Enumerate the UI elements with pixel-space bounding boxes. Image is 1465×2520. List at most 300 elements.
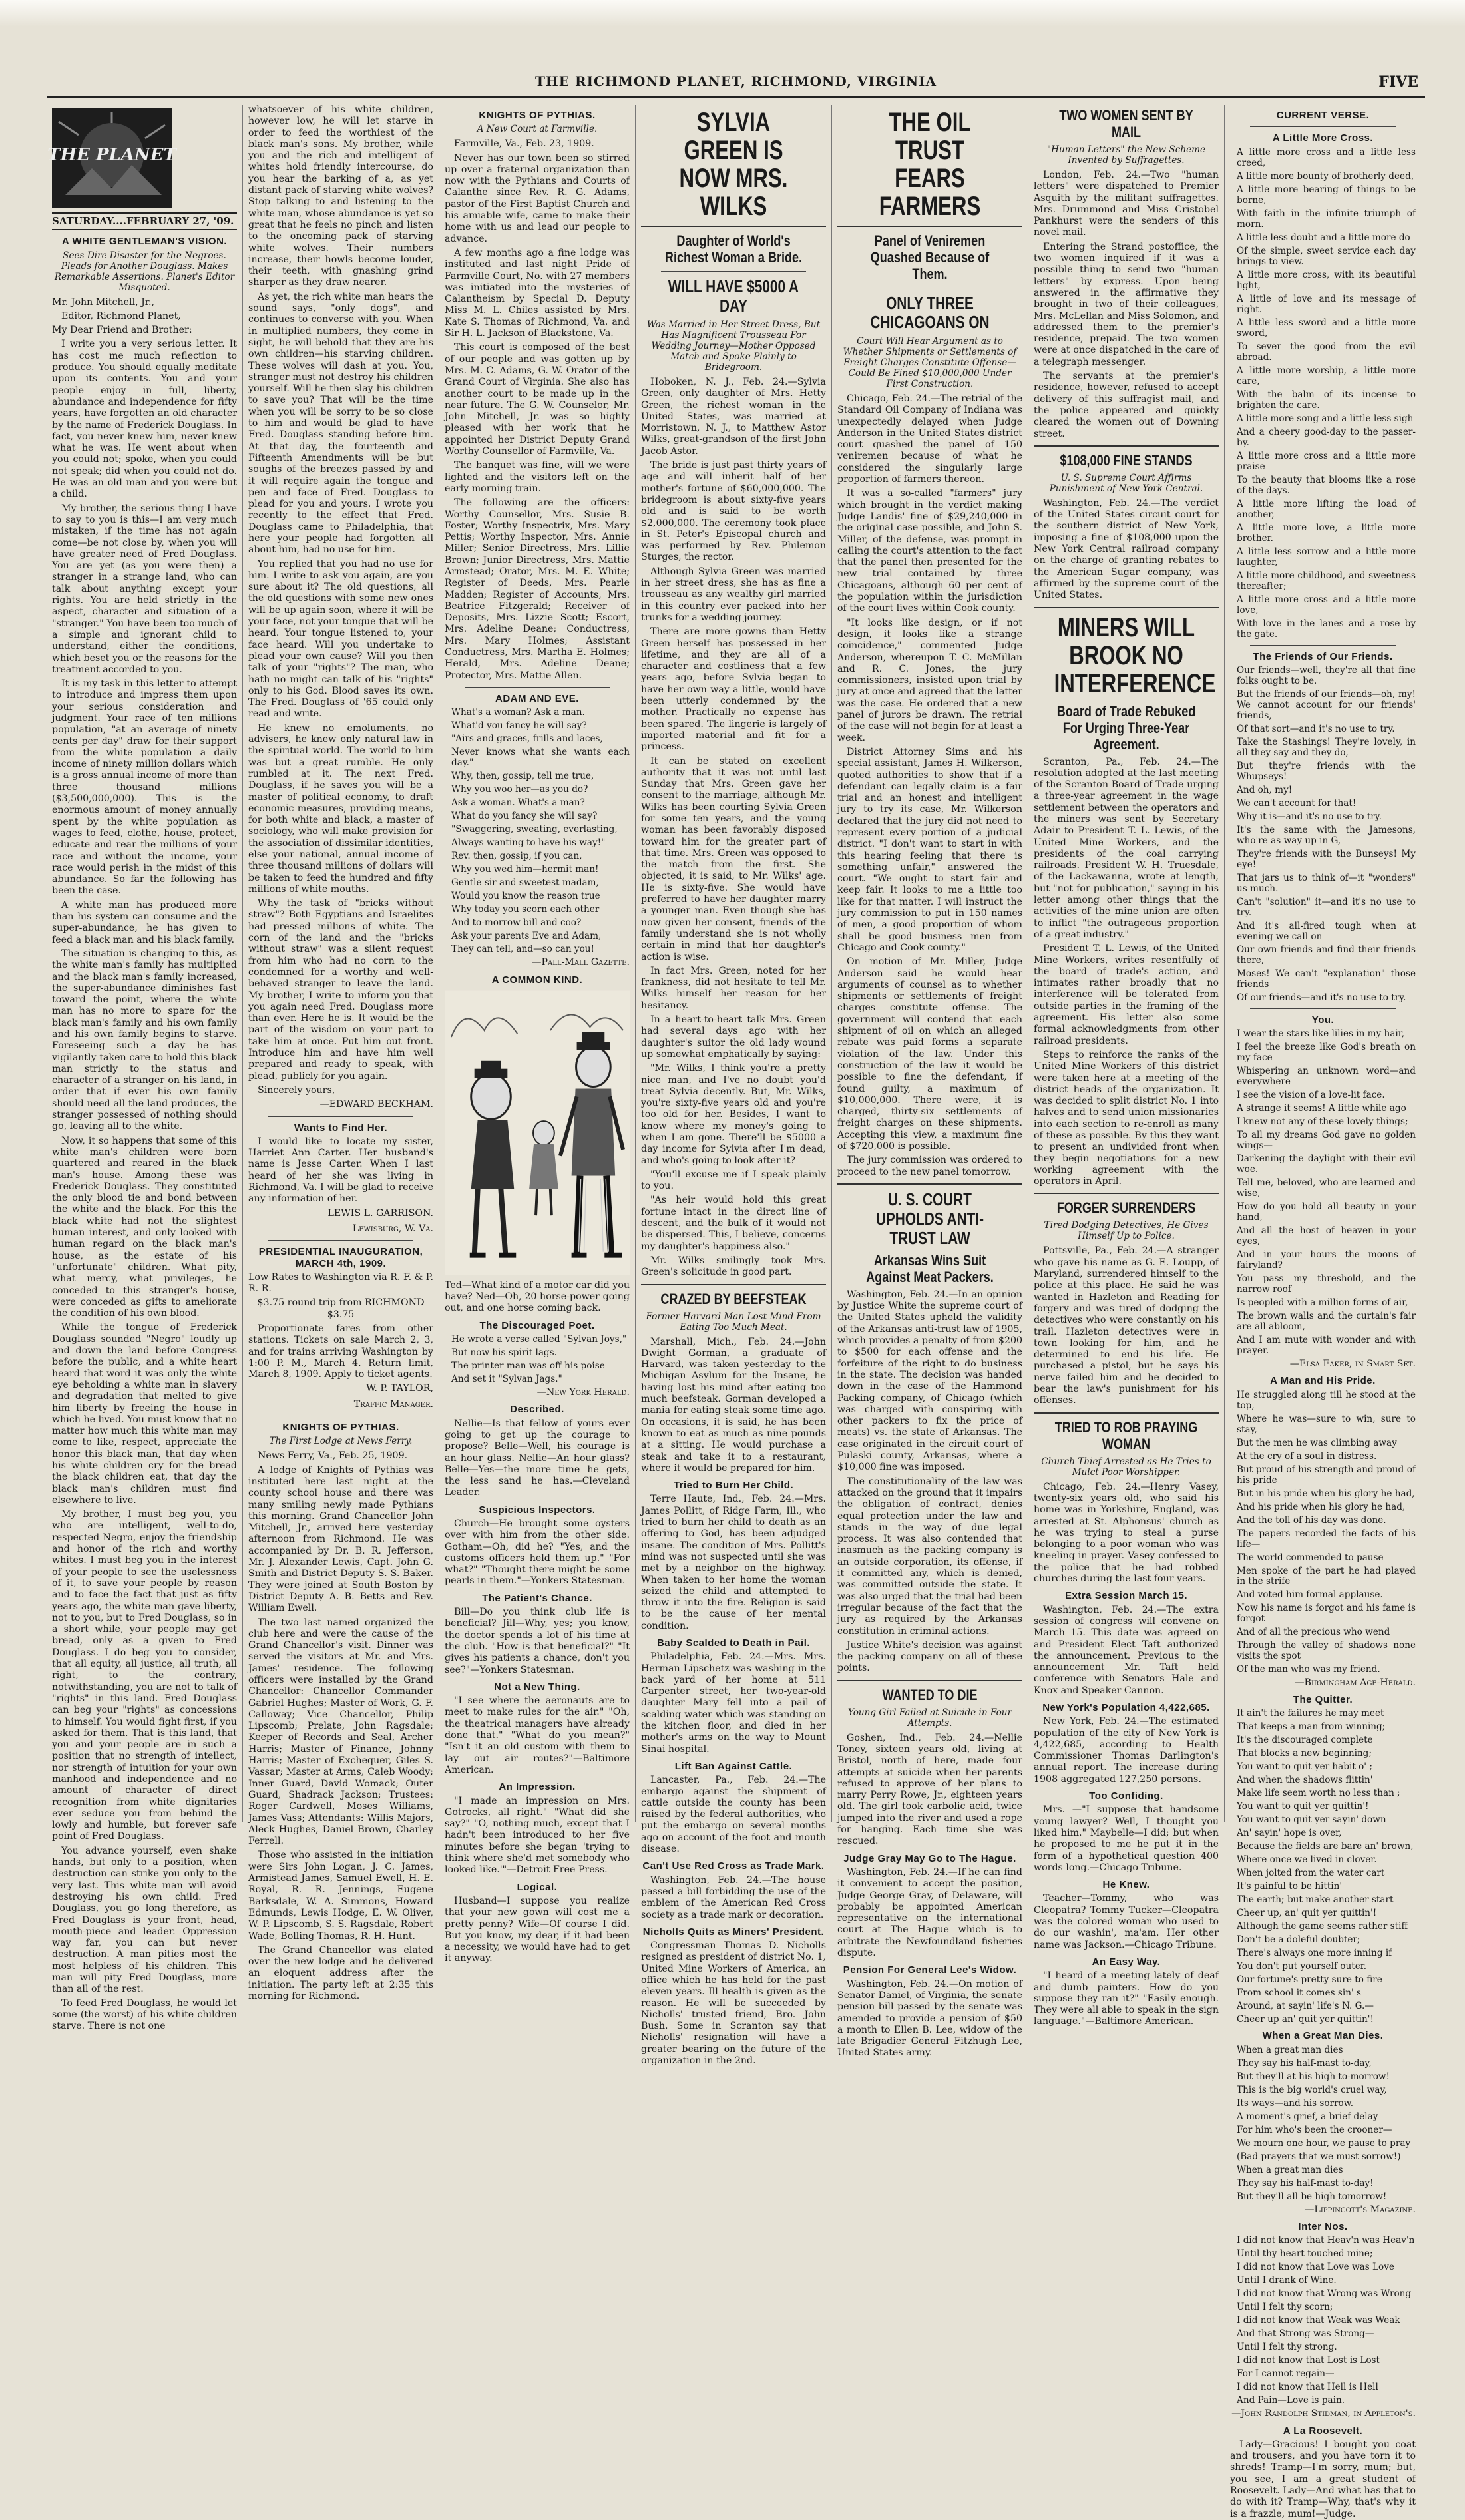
poem-line: Why it is—and it's no use to try.	[1237, 811, 1382, 822]
paragraph: While the tongue of Frederick Douglass sounded "Negro" loudly up and down the land before Congress before the public, and a white heart heard that word it was only the white eye beholding a white man in slavery and degradation that melted to give him liberty by freeing the house in which he lived. You must know that no matter how much this white man may come to like, respect, appreciate the honor this black man, that day when his white children cry for the bread the black children eat, that day the black man's children must find elsewhere to live.	[52, 1322, 237, 1506]
paragraph: The situation is changing to this, as the white man's family has multiplied and the black man's family increased, the super-abundance diminishes fast toward the point, where the white man has no more to spare for the black man's family and his own family and his own family begins to starve. Foreseeing such a day he has vigilantly taken care to hold this black man strictly to the status and character of a stranger on his land, in order that if ever his own family should need all the land produces, the stranger possessed of nothing should go, leaving all to the white.	[52, 948, 237, 1132]
poem-line: To sever the good from the evil abroad.	[1237, 341, 1416, 363]
article-deck: Former Harvard Man Lost Mind From Eating Too Much Meat.	[646, 1311, 821, 1333]
joke-title: The Discouraged Poet.	[479, 1319, 595, 1331]
poem-line: Where he was—sure to win, sure to stay,	[1237, 1413, 1416, 1435]
divider	[641, 226, 826, 227]
poem-line: And his pride when his glory he had,	[1237, 1501, 1406, 1512]
paragraph: whatsoever of his white children, however low, he will let starve in order to feed the worthiest of the black man's sons. My brother, while you and the rich and intelligent of whites hold friendly intercourse, do you hear the barking of a, as yet distant pack of starving white wolves? Stop talking to and listening to the white man, whose abundance is yet so great that he feels no pinch and listen to the oncoming pack of starving white wolves. Their numbers increase, their howls become louder, their teeth, with gnashing grind sharper as they draw nearer.	[248, 105, 433, 288]
poem-line: With love in the lanes and a rose by the gate.	[1237, 618, 1416, 640]
poem-line: I did not know that Wrong was Wrong	[1237, 2288, 1412, 2300]
poem-line: A little less doubt and a little more do	[1237, 232, 1410, 243]
poem-line: How do you hold all beauty in your hand,	[1237, 1201, 1416, 1223]
poem-you	[1230, 1028, 1416, 1356]
poem-friends-of-our-friends	[1230, 665, 1416, 1003]
paragraph: Washington, Feb. 24.—The house passed a bill forbidding the use of the emblem of the American Red Cross society as a trade mark or decoration.	[641, 1874, 826, 1920]
brief-headline: Nicholls Quits as Miners' President.	[642, 1926, 825, 1938]
joke-title: A La Roosevelt.	[1283, 2425, 1363, 2437]
paragraph: It can be stated on excellent authority that it was not until last Sunday that Mrs. Green gave her consent to the marriage, although Mr. Wilks has been courting Sylvia Green for some ten years, and the young woman has been favorably disposed toward him for the greater part of that time. Mrs. Green was opposed to the match from the first. She objected, it is said, to Mr. Wilks' age. He is sixty-five. She would have preferred to have her daughter marry a younger man. Even though she has now given her consent, friends of the family understand she is not wholly certain in mind that her daughter's action is wise.	[641, 755, 826, 962]
column-5	[832, 105, 1028, 2059]
torn-edge	[0, 0, 1465, 27]
poem-line: And Pain—Love is pain.	[1237, 2395, 1345, 2406]
poem-line: And the toll of his day was done.	[1237, 1514, 1386, 1526]
poem-line: Our friends—well, they're all that fine folks ought to be.	[1237, 664, 1416, 686]
joke-title: An Easy Way.	[1092, 1956, 1161, 1968]
section-title: CURRENT VERSE.	[1276, 110, 1370, 121]
joke-body: Teacher—Tommy, who was Cleopatra? Tommy Tucker—Cleopatra was the colored woman who used to do our washin', ma'am. Her other name was Jackson.—Chicago Tribune.	[1034, 1893, 1219, 1950]
poem-line: Although the game seems rather stiff	[1237, 1921, 1408, 1932]
beefsteak-headline: CRAZED BY BEEFSTEAK	[660, 1290, 807, 1307]
poem-line: A little more worship, a little more care,	[1237, 365, 1416, 387]
poem-line: Don't be a doleful doubter;	[1237, 1934, 1360, 1946]
column-7	[1225, 105, 1421, 2519]
poem-line: And when the shadows flittin'	[1237, 1775, 1373, 1786]
paragraph: New York, Feb. 24.—The estimated population of the city of New York is 4,422,685, according to Health Commissioner Thomas Darlington's annual report. The increase during 1908 aggregated 127,250 persons.	[1034, 1716, 1219, 1785]
poem-line: That blocks a new beginning;	[1237, 1748, 1372, 1759]
poem-line: And voted him formal applause.	[1237, 1589, 1383, 1600]
poem-line: What do you fancy she will say?	[451, 811, 598, 822]
poem-line: Take the Stashings! They're lovely, in all they say and they do,	[1237, 736, 1416, 758]
paragraph: I write you a very serious letter. It has cost me much reflection to produce. You should equally meditate upon its contents. You and your people enjoy in full, liberty, abundance and independence for fifty years, have forgotten an old character by the name of Frederick Douglass. In fact, you never knew him, never knew what he was. He went about when you could not; spoke, when you could not speak; did when you could not do. He was an old man and you were but a child.	[52, 339, 237, 500]
joke-title: The Patient's Chance.	[482, 1592, 592, 1604]
divider	[1034, 1412, 1219, 1414]
signature-title: Traffic Manager.	[353, 1398, 433, 1410]
poem-title: The Friends of Our Friends.	[1253, 650, 1393, 662]
poem-line: Cheer up an' quit yer quittin'!	[1237, 2014, 1374, 2025]
poem-line: A little more childhood, and sweetness thereafter;	[1237, 570, 1416, 592]
poem-line: Our own friends and find their friends there,	[1237, 944, 1416, 966]
poem-title: The Quitter.	[1293, 1694, 1353, 1706]
paragraph: Terre Haute, Ind., Feb. 24.—Mrs. James Pollitt, of Ridge Farm, Ill., who tried to burn her child to death as an offering to God, has been adjudged insane. The condition of Mrs. Pollitt's mind was not suspected until she was met by a neighbor on the highway. When taken to her home the woman seized the child and attempted to throw it into the fire. Religion is said to be the cause of her mental condition.	[641, 1494, 826, 1631]
paragraph: I would like to locate my sister, Harriet Ann Carter. Her husband's name is Jesse Carter. When I last heard of her she was living in Richmond, Va. I will be glad to receive any information of her.	[248, 1136, 433, 1205]
salutation: Mr. John Mitchell, Jr.,	[52, 296, 155, 308]
poem-line: You pass my threshold, and the narrow roof	[1237, 1273, 1416, 1295]
paragraph: Washington, Feb. 24.—On motion of Senator Daniel, of Virginia, the senate pension bill passed by the senate was amended to provide a pension of $50 a month to Ellen B. Lee, widow of the late Brigadier General Fitzhugh Lee, United States army.	[837, 1978, 1022, 2059]
poem-source: —John Randolph Stidman, in Appleton's.	[1231, 2408, 1416, 2419]
paragraph: Philadelphia, Feb. 24.—Mrs. Mrs. Herman Lipschetz was washing in the back yard of her home at 511 Carpenter street, her two-year-old daughter Mary fell into a pail of scalding water which was standing on the kitchen floor, and died in her mother's arms on the way to Mount Sinai hospital.	[641, 1651, 826, 1755]
poem-line: For him who's been the crooner—	[1237, 2124, 1392, 2135]
poem-line: A little more bearing of things to be borne,	[1237, 184, 1416, 206]
poem-line: There's always one more inning if	[1237, 1948, 1392, 1959]
poem-line: With the balm of its incense to brighten the care.	[1237, 389, 1416, 411]
poem-line: A little more song and a little less sigh	[1237, 413, 1414, 424]
joke-title: Logical.	[517, 1881, 558, 1893]
paragraph: Never has our town been so stirred up over a fraternal organization than now with the Pythians and Courts of Calanthe since Rev. R. G. Adams, pastor of the First Baptist Church and his amiable wife, came to make their home with us and lead our people to advance.	[445, 152, 630, 244]
brief-headline: Pension For General Lee's Widow.	[843, 1964, 1017, 1976]
paragraph: Washington, Feb. 24.—The verdict of the United States circuit court for the southern district of New York, imposing a fine of $108,000 upon the New York Central railroad company on the charge of granting rebates to the American Sugar company, was affirmed by the supreme court of the United States.	[1034, 497, 1219, 601]
poem-line: I knew not any of these lovely things;	[1237, 1116, 1408, 1128]
wanted-headline: Wants to Find Her.	[294, 1122, 388, 1134]
divider	[1250, 1008, 1396, 1009]
paragraph: Mr. Wilks smilingly took Mrs. Green's solicitude in good part.	[641, 1255, 826, 1278]
poem-source: —Lippincott's Magazine.	[1305, 2204, 1416, 2215]
poem-line: And all the host of heaven in your eyes,	[1237, 1225, 1416, 1247]
poem-line: A little more bounty of brotherly deed,	[1237, 170, 1414, 182]
lead-headline: SYLVIA GREEN IS NOW MRS. WILKS	[679, 108, 788, 221]
paragraph: The Grand Chancellor was elated over the new lodge and he delivered an eloquent address after the initiation. The party left at 2:35 this morning for Richmond.	[248, 1944, 433, 2002]
poem-line: Whispering an unknown word—and everywhere	[1237, 1066, 1416, 1088]
divider	[268, 1240, 413, 1241]
divider	[465, 687, 610, 688]
poem-line: You want to quit yer quittin'!	[1237, 1801, 1369, 1812]
poem-line: Until thy heart touched mine;	[1237, 2248, 1373, 2260]
joke-body: Husband—I suppose you realize that your new gown will cost me a pretty penny? Wife—Of course I did. But you know, my dear, if it had been a necessity, we would have had to get it anyway.	[445, 1895, 630, 1964]
paragraph: The following are the officers: Worthy Counsellor, Mrs. Susie B. Foster; Worthy Inspectrix, Mrs. Mary Pettis; Worthy Inspector, Mrs. Annie Miller; Senior Directress, Mrs. Lillie Brown; Junior Directress, Mrs. Mattie Armstead; Orator, Mrs. M. E. White; Register of Deeds, Mrs. Pearle Madden; Register of Accounts, Mrs. Beatrice Fitzgerald; Receiver of Deposits, Mrs. Lizzie Scott; Escort, Mrs. Adeline Deane; Conductress, Mrs. Mary Holmes; Assistant Conductress, Mrs. Martha E. Holmes; Herald, Mrs. Adeline Deane; Protector, Mrs. Mattie Allen.	[445, 497, 630, 681]
poem-line: He struggled along till he stood at the top,	[1237, 1389, 1416, 1411]
poem-line: And in your hours the moons of fairyland?	[1237, 1249, 1416, 1271]
poem-source: —Birmingham Age-Herald.	[1295, 1677, 1416, 1688]
poem-line: Around, at sayin' life's N. G.—	[1237, 2001, 1374, 2012]
inauguration-headline: PRESIDENTIAL INAUGURATION, MARCH 4th, 1909.	[258, 1246, 423, 1269]
poem-line: Is peopled with a million forms of air,	[1237, 1297, 1408, 1309]
poem-line: He wrote a verse called "Sylvan Joys,"	[451, 1334, 627, 1345]
poem-inter-nos	[1230, 2235, 1416, 2406]
cartoon-title: A COMMON KIND.	[491, 974, 583, 986]
poem-line: I did not know that Lost is Lost	[1237, 2355, 1380, 2366]
paragraph: It was a so-called "farmers" jury which brought in the verdict making Judge Landis' fine of $29,240,000 in the original case possible, and John S. Miller, of the defense, was prompt in calling the court's attention to the fact that the panel then presented for the new trial contained by three Chicagoans, although 60 per cent of the population within the jurisdiction of the court lives within Cook county.	[837, 488, 1022, 614]
poem-line: A little more cross and a little more praise	[1237, 450, 1416, 472]
paragraph: He knew no emoluments, no advisers, he knew only natural law in the spiritual world. The world to him was but a great rumble. He only rumbled at it. The next Fred. Douglass, if he saves you will be a master of political economy, to draft economic measures, providing means, for both white and black, a master of sociology, who will make provision for the association of dissimilar identities, else your national, annual income of three thousand millions of dollars will be taken to feed the hundred and fifty millions of white mouths.	[248, 722, 433, 895]
paragraph: There are more gowns than Hetty Green herself has possessed in her lifetime, and they are all of a character and costliness that a few years ago, before Sylvia began to have her own way a little, would have been utterly condemned by the mother. Practically no expense has been spared. The lingerie is largely of imported material and fit for a princess.	[641, 626, 826, 753]
poem-line: It ain't the failures he may meet	[1237, 1708, 1384, 1719]
joke-body: "I made an impression on Mrs. Gotrocks, all right." "What did she say?" "O, nothing much, except that I hadn't been introduced to her five minutes before she began 'trying to think where she'd met somebody who looked like.'"—Detroit Free Press.	[445, 1795, 630, 1876]
fine-headline: $108,000 FINE STANDS	[1060, 451, 1193, 469]
paragraph: My brother, I must beg you, you who are intelligent, well-to-do, respected Negro, enjoy the friendship and honor of the rich and worthy whites. I must beg you in the interest of your people to see the uselessness of it, to save your people by reason and to face the fact that just as fifty years ago, the white man gave liberty, not to you, but to Fred Douglass, so in a short while, your people may get bread, only as a given to Fred Douglass. I do beg you to consider, that all equity, all justice, all truth, all right, to the contrary, notwithstanding, you are not to talk of "rights" in this land. Fred Douglass can beg your "rights" as concessions to himself. You would fight first, if you asked for them. That is this land, that you and your people are in such a position that no strength of intellect, nor strength of intuition for your own manhood and independence and no amount of character of direct recognition from white dignitaries ever seduce you from behind the lowly and humble, but forever safe point of Fred Douglass.	[52, 1509, 237, 1842]
article-deck: Church Thief Arrested as He Tries to Mulct Poor Worshipper.	[1041, 1456, 1211, 1478]
poem-line: With faith in the infinite triumph of morn.	[1237, 208, 1416, 230]
paragraph: Chicago, Feb. 24.—Henry Vasey, twenty-six years old, who said his home was in Yorkshire, England, was arrested at St. Alphonsus' church as he was trying to steal a purse belonging to a poor woman who was kneeling in prayer. Vasey confessed to the police that he had robbed churches during the last four years.	[1034, 1481, 1219, 1585]
columns	[47, 105, 1425, 2519]
poem-line: Why today you scorn each other	[451, 904, 600, 915]
article-deck: U. S. Supreme Court Affirms Punishment of New York Central.	[1049, 472, 1203, 494]
paragraph: Justice White's decision was against the packing company on all of these points.	[837, 1639, 1022, 1674]
paragraph: Washington, Feb. 24.—If he can find it convenient to accept the position, Judge George Gray, of Delaware, will probably be appointed American representative on the international court at The Hague which is to arbitrate the Newfoundland fisheries dispute.	[837, 1866, 1022, 1959]
poem-line: But now his spirit lags.	[451, 1347, 557, 1359]
poem-line: Our fortune's pretty sure to fire	[1237, 1974, 1382, 1986]
poem-line: A little more cross and a little more love,	[1237, 594, 1416, 616]
court-headline: U. S. COURT UPHOLDS ANTI-TRUST LAW	[875, 1189, 984, 1248]
paragraph: Washington, Feb. 24.—In an opinion by Justice White the supreme court of the United States upheld the validity of the Arkansas anti-trust law of 1905, which provides a penalty of from $200 to $500 for each offense and the forfeiture of the right to do business in the state. The decision was handed down in the case of the Hammond Packing company, of Chicago (which was charged with conspiring with other packers to fix the price of meats) vs. the state of Arkansas. The case originated in the circuit court of Pulaski county, Arkansas, where a $10,000 fine was imposed.	[837, 1289, 1022, 1473]
paragraph: Although Sylvia Green was married in her street dress, she has as fine a trousseau as any wealthy girl married in this country ever packed into her trunks for a wedding journey.	[641, 566, 826, 623]
poem-line: What's a woman? Ask a man.	[451, 707, 585, 718]
paragraph: To feed Fred Douglass, he would let some (the worst) of his white children starve. There is not one	[52, 1997, 237, 2032]
poem-line: Moses! We can't "explanation" those friends	[1237, 968, 1416, 990]
subheadline: Panel of Veniremen Quashed Because of Them.	[870, 232, 990, 282]
poem-line: Because the fields are bare an' brown,	[1237, 1841, 1414, 1852]
joke-title: Described.	[510, 1404, 564, 1416]
article-deck: Young Girl Failed at Suicide in Four Attempts.	[847, 1707, 1012, 1729]
paragraph: President T. L. Lewis, of the United Mine Workers, writes resentfully of the board of trade's action, and intimates rather broadly that no interference will be tolerated from outside parties in the framing of the agreement. His letter also some formal acknowledgments from other railroad presidents.	[1034, 943, 1219, 1046]
joke-body: "I see where the aeronauts are to meet to make rules for the air." "Oh, the theatrical managers have already done that." "What do you mean?" "Isn't it an old custom with them to lay out air routes?"—Baltimore American.	[445, 1695, 630, 1775]
joke-body: Nellie—Is that fellow of yours ever going to get up the courage to propose? Belle—Well, his courage is an hour glass. Nellie—An hour glass? Belle—Yes—the more time he gets, the less sand he has.—Cleveland Leader.	[445, 1418, 630, 1498]
paragraph: As yet, the rich white man hears the sound says, "only dogs", and continues to converse with you. When in multiplied numbers, they come in sight, he will behold that they are his own children—his starving children. These wolves will dash at you. You, stranger must not destroy his children yourself. Will he then slay his children to save you? That will be the time when you will be sorry to be so close to him and would be glad to have Fred. Douglass standing before him. At that day, the fourteenth and Fifteenth Amendments will be but soughs of the breezes passed by and it will require again the tongue and pen and face of Fred. Douglass to plead for you and yours. I wrote you recently to the effect that Fred. Douglass came to Philadelphia, that here your people had forgotten all about him, had no use for him.	[248, 291, 433, 556]
poem-line: And it's all-fired tough when at evening we call on	[1237, 920, 1416, 942]
paragraph: The jury commission was ordered to proceed to the new panel tomorrow.	[837, 1155, 1022, 1177]
paragraph: The bride is just past thirty years of age and will inherit half of her mother's fortune of $60,000,000. The bridegroom is about sixty-five years old and is said to be worth $2,000,000. The ceremony took place in St. Peter's Episcopal church and was performed by Rev. Philemon Sturges, the rector.	[641, 460, 826, 563]
poem-line: Until I felt thy strong.	[1237, 2342, 1337, 2353]
poem-line: From school it comes sin' s	[1237, 1988, 1361, 1999]
poem-line: Its ways—and his sorrow.	[1237, 2097, 1354, 2109]
poem-line: When a great man dies	[1237, 2044, 1343, 2055]
poem-title: When a Great Man Dies.	[1262, 2030, 1384, 2042]
divider	[1034, 1193, 1219, 1194]
poem-line: A strange it seems! A little while ago	[1237, 1103, 1406, 1114]
paragraph: "You'll excuse me if I speak plainly to you.	[641, 1169, 826, 1192]
article-deck: Sees Dire Disaster for the Negroes. Pleads for Another Douglass. Makes Remarkable Assertions. Planet's Editor Misquoted.	[54, 250, 235, 293]
divider	[1250, 126, 1396, 127]
joke-title: An Impression.	[499, 1781, 576, 1793]
poem-line: I feel the breeze like God's breath on my face	[1237, 1042, 1416, 1064]
paragraph: On motion of Mr. Miller, Judge Anderson said he would hear arguments of counsel as to whether shipments or settlements of freight charges constitute offense. The government will contend that each shipment of oil on which an alleged rebate was paid forms a separate violation of the law. Under this construction of the law it would be possible to fine the defendant, if found guilty, a maximum of $10,000,000. There were, it is charged, thirty-six settlements of freight charges on these shipments. Accepting this view, a maximum fine of $720,000 is possible.	[837, 956, 1022, 1152]
poem-line: Until I drank of Wine.	[1237, 2275, 1337, 2286]
poem-line: I did not know that Heav'n was Heav'n	[1237, 2235, 1415, 2246]
poem-line: But proud of his strength and proud of his pride	[1237, 1464, 1416, 1486]
poem-line: You want to quit yer habit o' ;	[1237, 1761, 1372, 1773]
poem-line: "Airs and graces, frills and laces,	[451, 734, 603, 745]
brief-headline: New York's Population 4,422,685.	[1042, 1701, 1210, 1713]
poem-line: A little less sword and a little more sword,	[1237, 317, 1416, 339]
subheadline: WILL HAVE $5000 A DAY	[668, 276, 799, 315]
poem-great-man-dies	[1230, 2045, 1416, 2202]
brief-headline: Extra Session March 15.	[1064, 1590, 1188, 1602]
poem-the-quitter	[1230, 1708, 1416, 2025]
divider	[1034, 445, 1219, 447]
poem-title: You.	[1311, 1014, 1335, 1026]
divider	[837, 1183, 1022, 1185]
article-deck: "Human Letters" the New Scheme Invented by Suffragettes.	[1046, 144, 1206, 166]
poem-line: Where once we lived in clover.	[1237, 1854, 1377, 1866]
signature-location: Lewisburg, W. Va.	[352, 1223, 433, 1234]
poem-line: A little less sorrow and a little more laughter,	[1237, 546, 1416, 568]
poem-line: We mourn one hour, we pause to pray	[1237, 2137, 1411, 2149]
poem-line: At the cry of a soul in distress.	[1237, 1450, 1377, 1462]
poem-line: This is the big world's cruel way,	[1237, 2084, 1387, 2095]
paragraph: It is my task in this letter to attempt to introduce and impress them upon your serious consideration and judgment. Your race of ten millions population, "at an average of ninety cents per day" draw for their support from the white population a daily income of ninety million dollars which is a gross annual income of more than three thousand millions ($3,500,000,000). This is the enormous amount of money annually spent by the white population as wages to feed, clothe, house, protect, educate and rear the millions of your race and without the income, your race would perish in the midst of this abundance. So far the following has been the case.	[52, 678, 237, 897]
poem-line: It's painful to be hittin'	[1237, 1881, 1343, 1892]
poem-line: A little more lifting the load of another,	[1237, 498, 1416, 520]
poem-line: What'd you fancy he will say?	[451, 720, 587, 732]
poem-line: A little of love and its message of right.	[1237, 293, 1416, 315]
cartoon-illustration	[445, 990, 630, 1276]
poem-title: Inter Nos.	[1298, 2220, 1348, 2232]
brief-headline: Tried to Burn Her Child.	[673, 1480, 794, 1492]
poem-line: A little more love, a little more brother.	[1237, 522, 1416, 544]
poem-line: Rev. then, gossip, if you can,	[451, 851, 582, 862]
poem-line: But in his pride when his glory he had,	[1237, 1488, 1415, 1499]
kop-deck: A New Court at Farmville.	[477, 124, 598, 135]
page-number: FIVE	[1378, 73, 1418, 91]
poem-source: —Pall-Mall Gazette.	[532, 957, 630, 968]
poem-a-little-more-cross	[1230, 147, 1416, 640]
column-1	[47, 105, 243, 2032]
paragraph: "Mr. Wilks, I think you're a pretty nice man, and I've no doubt you'd treat Sylvia decently. But, Mr. Wilks, you're sixty-five years old and you're too old for her. Besides, I want to know where my money's going to when I am gone. There'll be $5000 a day income for Sylvia after I'm dead, and who's going to look after it?	[641, 1063, 826, 1166]
article-deck: Was Married in Her Street Dress, But Has Magnificent Trousseau For Wedding Journey—Mother Opposed Match and Spoke Plainly to Bridegroom.	[646, 319, 821, 373]
paragraph: Farmville, Va., Feb. 23, 1909.	[454, 138, 594, 150]
poem-line: To the beauty that blooms like a rose of the days.	[1237, 474, 1416, 496]
paragraph: A lodge of Knights of Pythias was instituted here last night at the county school house and there was many smiling newly made Pythians this morning. Grand Chancellor John Mitchell, Jr., arrived here yesterday afternoon from Richmond. He was accompanied by Dr. B. R. Jefferson, Mr. J. Alexander Lewis, Capt. John G. Smith and District Deputy S. S. Baker. They were joined at South Boston by District Deputy A. B. Betts and Rev. William Ewell.	[248, 1464, 433, 1614]
article-headline: A WHITE GENTLEMAN'S VISION.	[61, 236, 228, 248]
poem-line: Gentle sir and sweetest madam,	[451, 877, 599, 889]
poem-line: For I cannot regain—	[1237, 2368, 1335, 2380]
brief-headline: Judge Gray May Go to The Hague.	[843, 1852, 1016, 1864]
divider	[268, 1116, 413, 1117]
page-title: THE RICHMOND PLANET, RICHMOND, VIRGINIA	[535, 73, 937, 89]
joke-title: Suspicious Inspectors.	[479, 1504, 596, 1516]
joke-body: Bill—Do you think club life is beneficial? Jill—Why, yes; you know, the doctor spends a lot of his time at the club. "How is that beneficial?" "It gives his patients a chance, don't you see?"—Yonkers Statesman.	[445, 1607, 630, 1675]
poem-line: And oh, my!	[1237, 784, 1293, 795]
article-deck: Court Will Hear Argument as to Whether Shipments or Settlements of Freight Charges Constitute Offense—Could Be Fined $10,000,000 Under First Construction.	[843, 336, 1017, 389]
poem-line: Of our friends—and it's no use to try.	[1237, 992, 1406, 1003]
planet-logo	[47, 108, 176, 208]
paragraph: "As heir would hold this great fortune intact in the direct line of descent, and the bulk of it would not be dispersed. This, I believe, concerns my daughter's happiness also."	[641, 1195, 826, 1252]
divider	[641, 1284, 826, 1285]
paragraph: The two last named organized the club here and were the cause of the Grand Chancellor's visit. Dinner was served the visitors at Mr. and Mrs. James' residence. The following officers were installed by the Grand Chancellor: Chancellor Commander Gabriel Hughes; Master of Work, G. F. Calloway; Vice Chancellor, Philip Lipscomb; Prelate, John Ragsdale; Keeper of Records and Seal, Archer Harris; Master of Finance, Johnny Harris; Master of Exchequer, Giles S. Vassar; Master at Arms, Caleb Woody; Inner Guard, David Womack; Outer Guard, Shadrack Jackson; Trustees: Roger Cardwell, Moses Williams, James Vass; Attendants: Willis Majors, Aleck Hughes, Daniel Brown, Charley Ferrell.	[248, 1617, 433, 1847]
poem-line: When a great man dies	[1237, 2164, 1343, 2175]
paragraph: Scranton, Pa., Feb. 24.—The resolution adopted at the last meeting of the Scranton Board of Trade urging a three-year agreement in the wage settlement between the operators and the miners was sent by Secretary Adair to President T. L. Lewis, of the United Mine Workers, and the presidents of the coal carrying railroads. President W. H. Truesdale, of the Lackawanna, wrote at length, but "not for publication," saying in his letter among other things that the activities of the mine union are often to inflict "the outrageous proportion of a great industry."	[1034, 756, 1219, 940]
paragraph: Marshall, Mich., Feb. 24.—John Dwight Gorman, a graduate of Harvard, was taken yesterday to the Michigan Asylum for the Insane, he having lost his mind after eating too much beefsteak. Gorman developed a mania for eating steak some time ago. On occasions, it is said, he has been known to eat as much as nine pounds at a sitting. He would purchase a steak and take it to a restaurant, where it would be prepared for him.	[641, 1336, 826, 1474]
paragraph: Washington, Feb. 24.—The extra session of congress will convene on March 15. This date was agreed on and President Elect Taft authorized the announcement. Previous to the announcement Mr. Taft held conference with Senators Hale and Knox and Speaker Cannon.	[1034, 1604, 1219, 1696]
poem-title: A Man and His Pride.	[1270, 1375, 1376, 1387]
poem-line: Until I felt thy scorn;	[1237, 2302, 1333, 2313]
divider	[1034, 607, 1219, 608]
page-masthead	[47, 73, 1425, 98]
poem-line: It's the discouraged complete	[1237, 1735, 1373, 1746]
article-deck: Tired Dodging Detectives, He Gives Himself Up to Police.	[1044, 1220, 1209, 1242]
poem-line: And a cheery good-day to the passer-by.	[1237, 426, 1416, 448]
paragraph: You replied that you had no use for him. I write to ask you again, are you sure about it? The old questions, all the old questions with some new ones will be up again soon, where it will be your face, not your tongue that will be heard. Your tongue listened to, your face heard. Will you undertake to plead your own cause? Will you then talk of your "rights"? The man, who hath no might can talk of his "rights" only to his God. Blood saves its own. The Fred. Douglass of '65 could only read and write.	[248, 558, 433, 720]
poem-line: They say his half-mast to-day,	[1237, 2057, 1372, 2069]
poem-line: Can't "solution" it—and it's no use to try.	[1237, 896, 1416, 918]
paragraph: London, Feb. 24.—Two "human letters" were dispatched to Premier Asquith by the militant suffragettes. Mrs. Drummond and Miss Cristobel Pankhurst were the senders of this novel mail.	[1034, 170, 1219, 238]
poem-line: Through the valley of shadows none visits the spot	[1237, 1639, 1416, 1661]
paragraph: Chicago, Feb. 24.—The retrial of the Standard Oil Company of Indiana was unexpectedly delayed when Judge Anderson in the United States district court quashed the panel of 150 veniremen because of what he considered the singularly large proportion of farmers thereon.	[837, 393, 1022, 485]
salutation: My Dear Friend and Brother:	[52, 325, 192, 336]
paragraph: Steps to reinforce the ranks of the United Mine Workers of this district were taken here at a meeting of the district heads of the organization. It was decided to split district No. 1 into halves and to send union missionaries into each section to re-enroll as many of these as possible. By this they want to present an undivided front when they begin negotiations for a new working agreement with the operators in April.	[1034, 1049, 1219, 1187]
paragraph: A white man has produced more than his system can consume and the super-abundance, he has given to feed a black man and his black family.	[52, 899, 237, 945]
poem-line: Of that sort—and it's no use to try.	[1237, 723, 1395, 734]
paragraph: In a heart-to-heart talk Mrs. Green had several days ago with her daughter's suitor the old lady wound up somewhat emphatically by saying:	[641, 1014, 826, 1060]
divider	[837, 1680, 1022, 1681]
paragraph: You advance yourself, even shake hands, but only to a position, when destruction can strike you only to the very last. This white man will avoid destroying his own child. Fred Douglass, you go long therefore, as Fred Douglass is your front, head, mouth-piece and leader. Oppression way far, you can but never destruction. A man pities most the most helpless of his children. This man will pity Fred Douglass, more than all of the rest.	[52, 1845, 237, 1995]
poem-line: To all my dreams God gave no golden wings—	[1237, 1130, 1416, 1152]
paragraph: Lancaster, Pa., Feb. 24.—The embargo against the shipment of cattle outside the county has been raised by the federal authorities, who put the embargo on several months ago on account of the foot and mouth disease.	[641, 1775, 826, 1855]
signature: LEWIS L. GARRISON.	[327, 1207, 433, 1219]
poem-line: Of the man who was my friend.	[1237, 1663, 1380, 1675]
subheadline: Arkansas Wins Suit Against Meat Packers.	[866, 1251, 994, 1285]
poem-line: But the men he was climbing away	[1237, 1437, 1397, 1448]
poem-line: The earth; but make another start	[1237, 1894, 1394, 1906]
poem-line: Make life seem worth no less than ;	[1237, 1788, 1400, 1799]
poem-line: Men spoke of the part he had played in the strife	[1237, 1565, 1416, 1587]
kop-headline: KNIGHTS OF PYTHIAS.	[282, 1422, 399, 1434]
paragraph: Congressman Thomas D. Nicholls resigned as president of district No. 1, United Mine Workers of America, an office which he has held for the past eleven years. Ill health is given as the reason. He will be succeeded by Nicholls' trusted friend, Bro. John Bush. Some in Scranton say that Nicholls' resignation will have a greater bearing on the future of the organization in the 2nd.	[641, 1940, 826, 2067]
paragraph: The constitutionality of the law was attacked on the ground that it impairs the obligation of contract, denies equal protection under the law and stands in the way of due legal process. It was also contended that inasmuch as the packing company is an outside corporation, its offense, if it committed any, which is denied, was committed outside the state. It was also urged that the trial had been irregular because of the fact that the jury as required by the Arkansas constitution in criminal actions.	[837, 1476, 1022, 1637]
signature: —EDWARD BECKHAM.	[319, 1099, 433, 1110]
poem-source: —New York Herald.	[536, 1387, 630, 1398]
poem-line: A little more cross, with its beautiful light,	[1237, 269, 1416, 291]
rate-line: $3.75 round trip from RICHMOND $3.75	[257, 1297, 425, 1320]
kop-headline: KNIGHTS OF PYTHIAS.	[479, 110, 596, 121]
paragraph: The banquet was fine, will we were lighted and the visitors left on the early morning train.	[445, 460, 630, 494]
signature: W. P. TAYLOR,	[366, 1383, 433, 1394]
planet-logo-art	[47, 108, 176, 208]
column-4	[636, 105, 832, 2067]
poem-line: They can tell, and—so can you!	[451, 944, 595, 955]
paragraph: "It looks like design, or if not design, it looks like a strange coincidence," commented Judge Anderson, whereupon T. C. McMillan and R. C. Jones, the jury commissioners, insisted upon trial by jury at once and agreed that the latter was the case. He ordered that a new panel of jurors be drawn. The retrial of the case will not begin for at least a week.	[837, 617, 1022, 743]
joke-title: Not a New Thing.	[494, 1681, 580, 1693]
poem-line: Cheer up, an' quit yer quittin'!	[1237, 1908, 1377, 1919]
paragraph: Proportionate fares from other stations. Tickets on sale March 2, 3, and for trains arriving Washington by 1:00 P. M., March 4. Return limit, March 8, 1909. Apply to ticket agents.	[248, 1323, 433, 1380]
joke-title: He Knew.	[1102, 1879, 1150, 1891]
poem-title: ADAM AND EVE.	[495, 692, 579, 704]
subheadline: ONLY THREE CHICAGOANS ON	[870, 293, 990, 332]
closing: Sincerely yours,	[258, 1084, 335, 1096]
poem-line: A little more cross and a little less creed,	[1237, 146, 1416, 168]
divider	[837, 226, 1022, 227]
poem-line: But the friends of our friends—oh, my! We cannot account for our friends' friends,	[1237, 688, 1416, 721]
paragraph: In fact Mrs. Green, noted for her frankness, did not hesitate to tell Mr. Wilks himself her reason for her hesitancy.	[641, 965, 826, 1011]
poem-line: Always wanting to have his way!"	[451, 837, 606, 849]
logo-text: THE PLANET	[47, 145, 176, 165]
cartoon-caption: Ted—What kind of a motor car did you have? Ned—Oh, 20 horse-power going out, and one horse coming back.	[445, 1279, 630, 1314]
poem-man-and-pride	[1230, 1390, 1416, 1675]
paragraph: Now, it so happens that some of this white man's children were born quartered and reared in the black man's house. Among these was Frederick Douglass. They constituted the only blood tie and bond between the white and the black. For this the black white had not the slightest human interest, and only looked with human regard on the black man's house, as the estate of his "unfortunate" children. What pity, what mercy, what privileges, he conceded to this stranger's house, were conceded as gifts to ameliorate the condition of his own blood.	[52, 1135, 237, 1319]
paragraph: This court is composed of the best of our people and was gotten up by Mrs. M. C. Adams, G. W. Orator of the Grand Court of Virginia. She also has another court to be made up in the near future. The G. W. Counselor, Mr. John Mitchell, Jr. was so highly pleased with her work that he appointed her District Deputy Grand Worthy Counsellor of Farmville, Va.	[445, 342, 630, 457]
subheadline: Board of Trade Rebuked For Urging Three-Year Agreement.	[1056, 702, 1196, 753]
poem-line: A moment's grief, a brief delay	[1237, 2111, 1378, 2122]
joke-title: Too Confiding.	[1089, 1790, 1163, 1802]
poem-line: Ask a woman. What's a man?	[451, 797, 585, 809]
poem-line: And of all the precious who wend	[1237, 1626, 1390, 1637]
column-3	[439, 105, 636, 1964]
poem-line: I did not know that Love was Love	[1237, 2262, 1394, 2273]
rob-headline: TRIED TO ROB PRAYING WOMAN	[1054, 1418, 1198, 1452]
poem-line: Would you know the reason true	[451, 891, 600, 902]
paragraph: Hoboken, N. J., Feb. 24.—Sylvia Green, only daughter of Mrs. Hetty Green, the richest woman in the United States, was married at Morristown, N. J., to Matthew Astor Wilks, great-grandson of the first John Jacob Astor.	[641, 377, 826, 457]
poem-line: They say his half-mast to-day!	[1237, 2177, 1374, 2189]
paragraph: Pottsville, Pa., Feb. 24.—A stranger who gave his name as G. E. Loupp, of Maryland, surrendered himself to the police at this place. He said he was wanted in Hazleton and Reading for forgery and was tired of dodging the detectives who were constantly on his trail. Hazleton detectives were in town looking for him, and he determined to end his life. He purchased a pistol, but he says his nerve failed him and he decided to bear the law's punishment for his offenses.	[1034, 1245, 1219, 1406]
divider	[1250, 645, 1396, 646]
paragraph: District Attorney Sims and his special assistant, James H. Wilkerson, quoted authorities to show that if a defendant can legally claim is a fair trial and an honest and intelligent jury to try its case, Mr. Wilkerson declared that the jury did not need to represent every portion of a judicial district. "I don't want to start in with this hearing feeling that there is something unfair," answered the court. "We ought to start fair and keep fair. It looks to me a little too like for that matter. I will instruct the jury commission to put in 150 names of men, a good proportion of whom shall be good business men from Chicago and Cook county."	[837, 746, 1022, 953]
poem-line: Of the simple, sweet service each day brings to view.	[1237, 245, 1416, 267]
poem-line: I did not know that Hell is Hell	[1237, 2382, 1378, 2393]
poem-source: —Elsa Faker, in Smart Set.	[1289, 1359, 1416, 1370]
poem-line: That keeps a man from winning;	[1237, 1721, 1386, 1733]
joke-body: Lady—Gracious! I bought you coat and trousers, and you have torn it to shreds! Tramp—I'm sorry, mum; but, you see, I am a great student of Roosevelt. Lady—And what has that to do with it? Tramp—Why, that's why it is a frazzle, mum!—Judge.	[1230, 2439, 1416, 2519]
divider	[661, 271, 806, 272]
poem-line: Why you woo her—as you do?	[451, 784, 588, 795]
paragraph: Entering the Strand postoffice, the two women inquired if it was a possible thing to send two "human letters" by express. Upon being answered in the affirmative they brought in two of their colleagues, Mrs. McLellan and Miss Solomon, and addressed them to the premier's residence, prepaid. The two women were at once dispatched in the care of a telegraph messenger.	[1034, 241, 1219, 367]
poem-line: We can't account for that!	[1237, 797, 1357, 809]
poem-line: When jolted from the water cart	[1237, 1868, 1385, 1879]
poem-line: And I am mute with wonder and with prayer.	[1237, 1335, 1416, 1357]
brief-headline: Can't Use Red Cross as Trade Mark.	[642, 1860, 825, 1872]
poem-line: You don't put yourself outer.	[1237, 1961, 1367, 1972]
poem-line: But they're friends with the Whupseys!	[1237, 760, 1416, 782]
column-2	[243, 105, 439, 2002]
subheadline: Daughter of World's Richest Woman a Bride.	[664, 232, 803, 266]
poem-line: It's the same with the Jamesons, who're as way up in G,	[1237, 824, 1416, 846]
dateline: SATURDAY....FEBRUARY 27, '09.	[52, 212, 237, 230]
poem-line: Never knows what she wants each day."	[451, 747, 630, 769]
lead-headline: THE OIL TRUST FEARS FARMERS	[879, 108, 981, 221]
poem-line: Now his name is forgot and his fame is forgot	[1237, 1602, 1416, 1624]
brief-headline: Lift Ban Against Cattle.	[674, 1760, 793, 1772]
poem-line: And set it "Sylvan Jags."	[451, 1374, 562, 1385]
poem-line: Why you wed him—hermit man!	[451, 864, 599, 875]
mail-headline: TWO WOMEN SENT BY MAIL	[1059, 107, 1193, 140]
miners-headline: MINERS WILL BROOK NO INTERFERENCE	[1054, 612, 1216, 698]
